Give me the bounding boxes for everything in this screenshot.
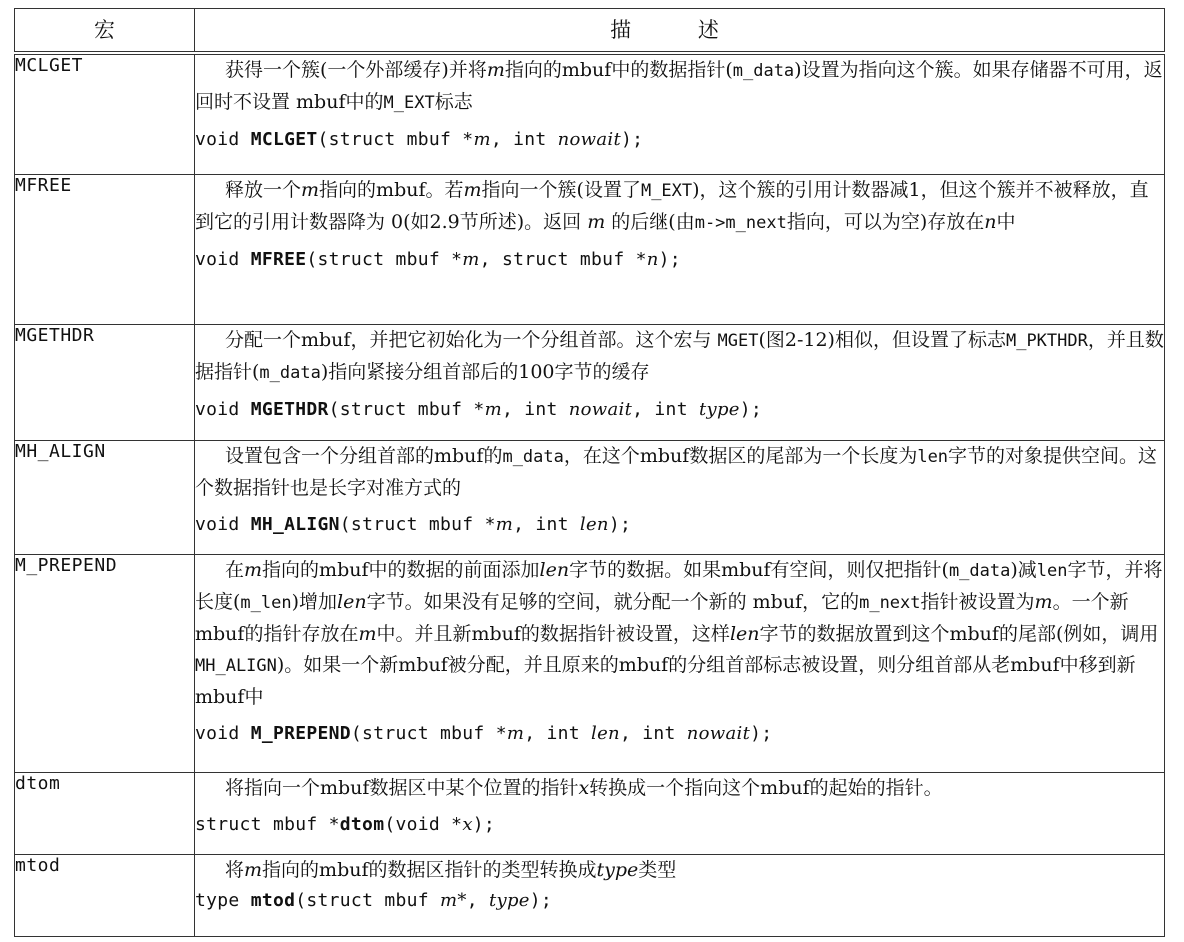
description-text: 获得一个簇(一个外部缓存)并将m指向的mbuf中的数据指针(m_data)设置为指向这个簇。如果存储器不可用，返回时不设置 mbuf中的M_EXT标志 — [195, 59, 1163, 113]
macro-name: MH_ALIGN — [15, 440, 195, 554]
description-text: 将m指向的mbuf的数据区指针的类型转换成type类型 — [225, 858, 677, 881]
description-text: 在m指向的mbuf中的数据的前面添加len字节的数据。如果mbuf有空间，则仅把指针(m_data)减len字节，并将长度(m_len)增加len字节。如果没有足够的空间，就分配一个新的 mbuf，它的m_next指针被设置为m。一个新mbuf的指针存放在m中。并且新mbuf的数据指针被设置，这样len字节的数据放置到这个mbuf的尾部(例如，调用MH_ALIGN)。如果一个新mbuf被分配，并且原来的mbuf的分组首部标志被设置，则分组首部从老mbuf中移到新mbuf中 — [195, 558, 1163, 708]
macro-description — [195, 53, 1165, 174]
header-macro: 宏 — [15, 9, 195, 54]
prototype: void MGETHDR(struct mbuf *m, int nowait, int type); — [195, 398, 763, 420]
table-row — [15, 324, 1165, 440]
macro-description — [195, 772, 1165, 854]
macro-name: M_PREPEND — [15, 554, 195, 772]
macro-name: MCLGET — [15, 53, 195, 174]
description-text: 释放一个m指向的mbuf。若m指向一个簇(设置了M_EXT)，这个簇的引用计数器减1，但这个簇并不被释放，直到它的引用计数器降为 0(如2.9节所述)。返回 m 的后继(由m->m_next指向，可以为空)存放在n中 — [195, 178, 1149, 233]
table-row — [15, 554, 1165, 772]
table-row — [15, 440, 1165, 554]
description-text: 将指向一个mbuf数据区中某个位置的指针x转换成一个指向这个mbuf的起始的指针。 — [225, 776, 943, 799]
macro-table — [14, 8, 1165, 937]
macro-name: MGETHDR — [15, 324, 195, 440]
macro-description — [195, 324, 1165, 440]
prototype: type mtod(struct mbuf m*, type); — [195, 889, 553, 911]
macro-description — [195, 854, 1165, 936]
macro-name: dtom — [15, 772, 195, 854]
table-row — [15, 53, 1165, 174]
prototype: struct mbuf *dtom(void *x); — [195, 813, 496, 835]
description-text: 设置包含一个分组首部的mbuf的m_data，在这个mbuf数据区的尾部为一个长度为len字节的对象提供空间。这个数据指针也是长字对准方式的 — [195, 444, 1158, 499]
table-row — [15, 174, 1165, 324]
prototype: void MH_ALIGN(struct mbuf *m, int len); — [195, 513, 632, 535]
header-description — [195, 9, 1165, 54]
header-description-label: 描 述 — [610, 18, 749, 42]
macro-table-page — [14, 8, 1164, 934]
table-header-row — [15, 9, 1165, 54]
macro-name: MFREE — [15, 174, 195, 324]
macro-name: mtod — [15, 854, 195, 936]
prototype: void MCLGET(struct mbuf *m, int nowait); — [195, 129, 644, 150]
macro-description — [195, 174, 1165, 324]
macro-description — [195, 554, 1165, 772]
table-row — [15, 854, 1165, 936]
macro-description — [195, 440, 1165, 554]
table-row — [15, 772, 1165, 854]
description-text: 分配一个mbuf，并把它初始化为一个分组首部。这个宏与 MGET(图2-12)相似，但设置了标志M_PKTHDR，并且数据指针(m_data)指向紧接分组首部后的100字节的缓存 — [195, 328, 1164, 383]
prototype: void MFREE(struct mbuf *m, struct mbuf *n); — [195, 248, 681, 270]
prototype: void M_PREPEND(struct mbuf *m, int len, int nowait); — [195, 722, 773, 744]
